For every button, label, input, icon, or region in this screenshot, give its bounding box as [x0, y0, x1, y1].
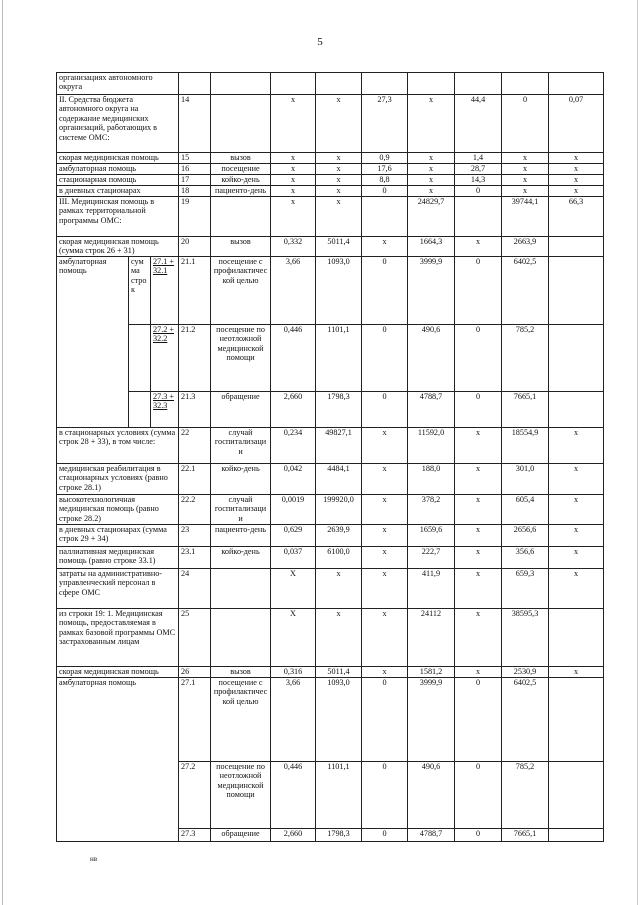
value-cell-v3: 0	[362, 325, 408, 392]
table-row	[57, 153, 604, 164]
row-code-cell: 19	[179, 197, 211, 237]
value-cell-v7	[549, 678, 604, 762]
value-cell-v5: 0	[455, 186, 502, 197]
value-cell-v3: х	[362, 464, 408, 495]
scan-edge-right	[637, 0, 638, 905]
value-cell-v6: 785,2	[502, 325, 549, 392]
row-name-cell: в стационарных условиях (сумма строк 28 + 33), в том числе:	[57, 428, 179, 464]
row-code-cell: 14	[179, 95, 211, 153]
row-unit-cell	[211, 95, 271, 153]
value-cell-v6: х	[502, 164, 549, 175]
value-cell-v5: 0	[455, 678, 502, 762]
value-cell-v1: Х	[271, 569, 316, 609]
row-code-cell: 27.1	[179, 678, 211, 762]
row-unit-cell	[211, 197, 271, 237]
value-cell-v2: х	[316, 175, 362, 186]
value-cell-v4: 3999,9	[408, 678, 455, 762]
value-cell-v6: 7665,1	[502, 829, 549, 842]
row-code-cell: 21.1	[179, 257, 211, 325]
value-cell-v3: 0	[362, 829, 408, 842]
row-unit-cell: посещение по неотложной медицинской помощи	[211, 325, 271, 392]
value-cell-v5	[455, 197, 502, 237]
row-name-cell: из строки 19: 1. Медицинская помощь, предоставляемая в рамках базовой программы ОМС застрахованным лицам	[57, 609, 179, 667]
row-unit-cell: пациенто-день	[211, 525, 271, 547]
row-code-cell: 18	[179, 186, 211, 197]
table-row	[57, 678, 604, 762]
value-cell-v2: х	[316, 197, 362, 237]
value-cell-v1: х	[271, 164, 316, 175]
value-cell-v6: 39744,1	[502, 197, 549, 237]
value-cell-v2: 5011,4	[316, 237, 362, 257]
value-cell-v7: 66,3	[549, 197, 604, 237]
row-unit-cell: койко-день	[211, 175, 271, 186]
value-cell-v6: 6402,5	[502, 678, 549, 762]
value-cell-v2: 5011,4	[316, 667, 362, 678]
row-code-cell: 22.1	[179, 464, 211, 495]
row-code-cell: 15	[179, 153, 211, 164]
value-cell-v1: 0,446	[271, 325, 316, 392]
row-unit-cell: посещение	[211, 164, 271, 175]
value-cell-v5: х	[455, 428, 502, 464]
value-cell-v5: х	[455, 609, 502, 667]
value-cell-v2: 1101,1	[316, 762, 362, 829]
value-cell-v3: 0	[362, 392, 408, 428]
value-cell-v1: х	[271, 197, 316, 237]
value-cell-v3: х	[362, 525, 408, 547]
scan-edge-left	[2, 0, 3, 905]
value-cell-v4: 24829,7	[408, 197, 455, 237]
value-cell-v1: 0,234	[271, 428, 316, 464]
value-cell-v7: х	[549, 428, 604, 464]
value-cell-v5: 0	[455, 829, 502, 842]
row-code-cell	[179, 73, 211, 95]
value-cell-v1: х	[271, 95, 316, 153]
row-code-cell: 26	[179, 667, 211, 678]
value-cell-v2: х	[316, 569, 362, 609]
row-unit-cell: койко-день	[211, 464, 271, 495]
value-cell-v5: 28,7	[455, 164, 502, 175]
row-unit-cell: вызов	[211, 667, 271, 678]
value-cell-v1: 2,660	[271, 829, 316, 842]
value-cell-v4: 1659,6	[408, 525, 455, 547]
table-row	[57, 428, 604, 464]
value-cell-v1: х	[271, 175, 316, 186]
value-cell-v3: х	[362, 428, 408, 464]
value-cell-v6: 18554,9	[502, 428, 549, 464]
value-cell-v3: х	[362, 237, 408, 257]
row-unit-cell	[211, 609, 271, 667]
value-cell-v4: 1581,2	[408, 667, 455, 678]
value-cell-v2: 6100,0	[316, 547, 362, 569]
value-cell-v6: 785,2	[502, 762, 549, 829]
footer-mark: нв	[90, 855, 98, 863]
row-name-cell: паллиативная медицинская помощь (равно строке 33.1)	[57, 547, 179, 569]
value-cell-v1: 0,316	[271, 667, 316, 678]
value-cell-v6: 2656,6	[502, 525, 549, 547]
table-row	[57, 464, 604, 495]
value-cell-v5: х	[455, 495, 502, 525]
sum-label-cell: сумма строк	[129, 257, 151, 325]
value-cell-v4: 222,7	[408, 547, 455, 569]
value-cell-v7	[549, 392, 604, 428]
value-cell-v6: 6402,5	[502, 257, 549, 325]
group-label-cell: амбулаторная помощь	[57, 678, 179, 842]
value-cell-v3	[362, 197, 408, 237]
row-unit-cell: вызов	[211, 153, 271, 164]
row-code-cell: 27.3	[179, 829, 211, 842]
table-row	[57, 73, 604, 95]
value-cell-v7: х	[549, 164, 604, 175]
value-cell-v7: 0,07	[549, 95, 604, 153]
row-name-cell: в дневных стационарах	[57, 186, 179, 197]
value-cell-v2	[316, 73, 362, 95]
row-name-cell: медицинская реабилитация в стационарных условиях (равно строке 28.1)	[57, 464, 179, 495]
value-cell-v1: х	[271, 153, 316, 164]
value-cell-v4: 4788,7	[408, 392, 455, 428]
value-cell-v7: х	[549, 495, 604, 525]
table-row	[57, 325, 604, 392]
row-unit-cell: посещение с профилактической целью	[211, 257, 271, 325]
value-cell-v5: х	[455, 547, 502, 569]
value-cell-v4: 188,0	[408, 464, 455, 495]
value-cell-v6: 356,6	[502, 547, 549, 569]
sum-label-cell-empty	[129, 392, 151, 428]
row-unit-cell: посещение по неотложной медицинской помощи	[211, 762, 271, 829]
value-cell-v3: х	[362, 609, 408, 667]
value-cell-v7	[549, 829, 604, 842]
row-name-cell: амбулаторная помощь	[57, 164, 179, 175]
ref-cell: 27.3 + 32.3	[151, 392, 179, 428]
value-cell-v3: 8,8	[362, 175, 408, 186]
value-cell-v7	[549, 73, 604, 95]
row-code-cell: 22	[179, 428, 211, 464]
ref-cell: 27.1 + 32.1	[151, 257, 179, 325]
value-cell-v5	[455, 73, 502, 95]
value-cell-v1: Х	[271, 609, 316, 667]
value-cell-v7	[549, 762, 604, 829]
row-unit-cell: вызов	[211, 237, 271, 257]
value-cell-v3: х	[362, 495, 408, 525]
value-cell-v4: 3999,9	[408, 257, 455, 325]
row-unit-cell	[211, 569, 271, 609]
value-cell-v3: х	[362, 569, 408, 609]
value-cell-v2: 1101,1	[316, 325, 362, 392]
row-unit-cell: койко-день	[211, 547, 271, 569]
table-row	[57, 392, 604, 428]
row-name-cell: скорая медицинская помощь (сумма строк 26 + 31)	[57, 237, 179, 257]
row-unit-cell: случай госпитализации	[211, 495, 271, 525]
value-cell-v5: 14,3	[455, 175, 502, 186]
value-cell-v1: 0,042	[271, 464, 316, 495]
group-label-cell: амбулаторная помощь	[57, 257, 129, 428]
value-cell-v4: х	[408, 153, 455, 164]
value-cell-v5: х	[455, 237, 502, 257]
value-cell-v6: 659,3	[502, 569, 549, 609]
row-name-cell: скорая медицинская помощь	[57, 667, 179, 678]
value-cell-v1: х	[271, 186, 316, 197]
value-cell-v6	[502, 73, 549, 95]
value-cell-v2: 1798,3	[316, 392, 362, 428]
value-cell-v6: 0	[502, 95, 549, 153]
value-cell-v4: 1664,3	[408, 237, 455, 257]
value-cell-v7: х	[549, 464, 604, 495]
value-cell-v1: 3,66	[271, 678, 316, 762]
sum-label-cell-empty	[129, 325, 151, 392]
table-row	[57, 186, 604, 197]
value-cell-v2: 1093,0	[316, 257, 362, 325]
value-cell-v7	[549, 237, 604, 257]
value-cell-v3: 0	[362, 186, 408, 197]
value-cell-v4: 11592,0	[408, 428, 455, 464]
value-cell-v2: х	[316, 186, 362, 197]
value-cell-v1: 2,660	[271, 392, 316, 428]
value-cell-v3: х	[362, 547, 408, 569]
ref-cell: 27.2 + 32.2	[151, 325, 179, 392]
value-cell-v6: 2663,9	[502, 237, 549, 257]
value-cell-v5: х	[455, 464, 502, 495]
value-cell-v3: х	[362, 667, 408, 678]
value-cell-v7: х	[549, 569, 604, 609]
value-cell-v2: 1798,3	[316, 829, 362, 842]
value-cell-v2: 2639,9	[316, 525, 362, 547]
value-cell-v5: 0	[455, 325, 502, 392]
value-cell-v6: 38595,3	[502, 609, 549, 667]
row-code-cell: 27.2	[179, 762, 211, 829]
value-cell-v6: 7665,1	[502, 392, 549, 428]
value-cell-v5: 1,4	[455, 153, 502, 164]
value-cell-v1: 3,66	[271, 257, 316, 325]
value-cell-v6: х	[502, 153, 549, 164]
value-cell-v4: х	[408, 95, 455, 153]
value-cell-v3	[362, 73, 408, 95]
value-cell-v5: х	[455, 525, 502, 547]
row-name-cell: стационарная помощь	[57, 175, 179, 186]
table-row	[57, 569, 604, 609]
value-cell-v6: х	[502, 186, 549, 197]
value-cell-v1: 0,629	[271, 525, 316, 547]
row-code-cell: 20	[179, 237, 211, 257]
value-cell-v5: 0	[455, 392, 502, 428]
value-cell-v3: 0	[362, 257, 408, 325]
value-cell-v4: 378,2	[408, 495, 455, 525]
value-cell-v5: 0	[455, 257, 502, 325]
value-cell-v7	[549, 609, 604, 667]
table-row	[57, 197, 604, 237]
row-code-cell: 23	[179, 525, 211, 547]
value-cell-v5: 0	[455, 762, 502, 829]
value-cell-v1: 0,446	[271, 762, 316, 829]
row-code-cell: 21.3	[179, 392, 211, 428]
row-code-cell: 17	[179, 175, 211, 186]
row-code-cell: 16	[179, 164, 211, 175]
table-row	[57, 609, 604, 667]
value-cell-v1	[271, 73, 316, 95]
row-name-cell: скорая медицинская помощь	[57, 153, 179, 164]
row-name-cell: III. Медицинская помощь в рамках территориальной программы ОМС:	[57, 197, 179, 237]
value-cell-v2: 4484,1	[316, 464, 362, 495]
value-cell-v6: 605,4	[502, 495, 549, 525]
value-cell-v6: х	[502, 175, 549, 186]
value-cell-v5: 44,4	[455, 95, 502, 153]
value-cell-v7: х	[549, 186, 604, 197]
row-name-cell: затраты на административно-управленческий персонал в сфере ОМС	[57, 569, 179, 609]
value-cell-v4: х	[408, 186, 455, 197]
value-cell-v6: 301,0	[502, 464, 549, 495]
value-cell-v7: х	[549, 175, 604, 186]
row-unit-cell: обращение	[211, 392, 271, 428]
value-cell-v3: 17,6	[362, 164, 408, 175]
row-code-cell: 22.2	[179, 495, 211, 525]
row-name-cell: высокотехнологичная медицинская помощь (равно строке 28.2)	[57, 495, 179, 525]
table-row	[57, 95, 604, 153]
value-cell-v7: х	[549, 667, 604, 678]
value-cell-v7: х	[549, 525, 604, 547]
value-cell-v6: 2530,9	[502, 667, 549, 678]
row-name-cell: II. Средства бюджета автономного округа на содержание медицинских организаций, работающих в системе ОМС:	[57, 95, 179, 153]
value-cell-v7: х	[549, 547, 604, 569]
row-name-cell: в дневных стационарах (сумма строк 29 + 34)	[57, 525, 179, 547]
row-code-cell: 21.2	[179, 325, 211, 392]
value-cell-v7: х	[549, 153, 604, 164]
page-number: 5	[317, 36, 323, 48]
value-cell-v2: 199920,0	[316, 495, 362, 525]
table-row	[57, 257, 604, 325]
value-cell-v2: 49827,1	[316, 428, 362, 464]
row-code-cell: 23.1	[179, 547, 211, 569]
value-cell-v2: х	[316, 95, 362, 153]
table-row	[57, 237, 604, 257]
row-name-cell: организациях автономного округа	[57, 73, 179, 95]
value-cell-v2: 1093,0	[316, 678, 362, 762]
row-unit-cell: случай госпитализации	[211, 428, 271, 464]
value-cell-v7	[549, 257, 604, 325]
table-row	[57, 175, 604, 186]
table-row	[57, 525, 604, 547]
value-cell-v2: х	[316, 164, 362, 175]
value-cell-v3: 0	[362, 678, 408, 762]
row-code-cell: 25	[179, 609, 211, 667]
value-cell-v4: 490,6	[408, 325, 455, 392]
table-row	[57, 667, 604, 678]
row-unit-cell	[211, 73, 271, 95]
row-unit-cell: посещение с профилактической целью	[211, 678, 271, 762]
value-cell-v5: х	[455, 667, 502, 678]
value-cell-v1: 0,0019	[271, 495, 316, 525]
table-row	[57, 547, 604, 569]
value-cell-v3: 27,3	[362, 95, 408, 153]
table-row	[57, 495, 604, 525]
value-cell-v4: х	[408, 164, 455, 175]
value-cell-v2: х	[316, 153, 362, 164]
value-cell-v1: 0,332	[271, 237, 316, 257]
financing-table	[56, 72, 604, 842]
value-cell-v4	[408, 73, 455, 95]
value-cell-v1: 0,037	[271, 547, 316, 569]
value-cell-v4: 490,6	[408, 762, 455, 829]
value-cell-v4: 4788,7	[408, 829, 455, 842]
value-cell-v7	[549, 325, 604, 392]
value-cell-v4: 411,9	[408, 569, 455, 609]
value-cell-v4: 24112	[408, 609, 455, 667]
value-cell-v3: 0,9	[362, 153, 408, 164]
table-row	[57, 164, 604, 175]
value-cell-v4: х	[408, 175, 455, 186]
value-cell-v5: х	[455, 569, 502, 609]
row-unit-cell: обращение	[211, 829, 271, 842]
row-unit-cell: пациенто-день	[211, 186, 271, 197]
value-cell-v3: 0	[362, 762, 408, 829]
value-cell-v2: х	[316, 609, 362, 667]
row-code-cell: 24	[179, 569, 211, 609]
